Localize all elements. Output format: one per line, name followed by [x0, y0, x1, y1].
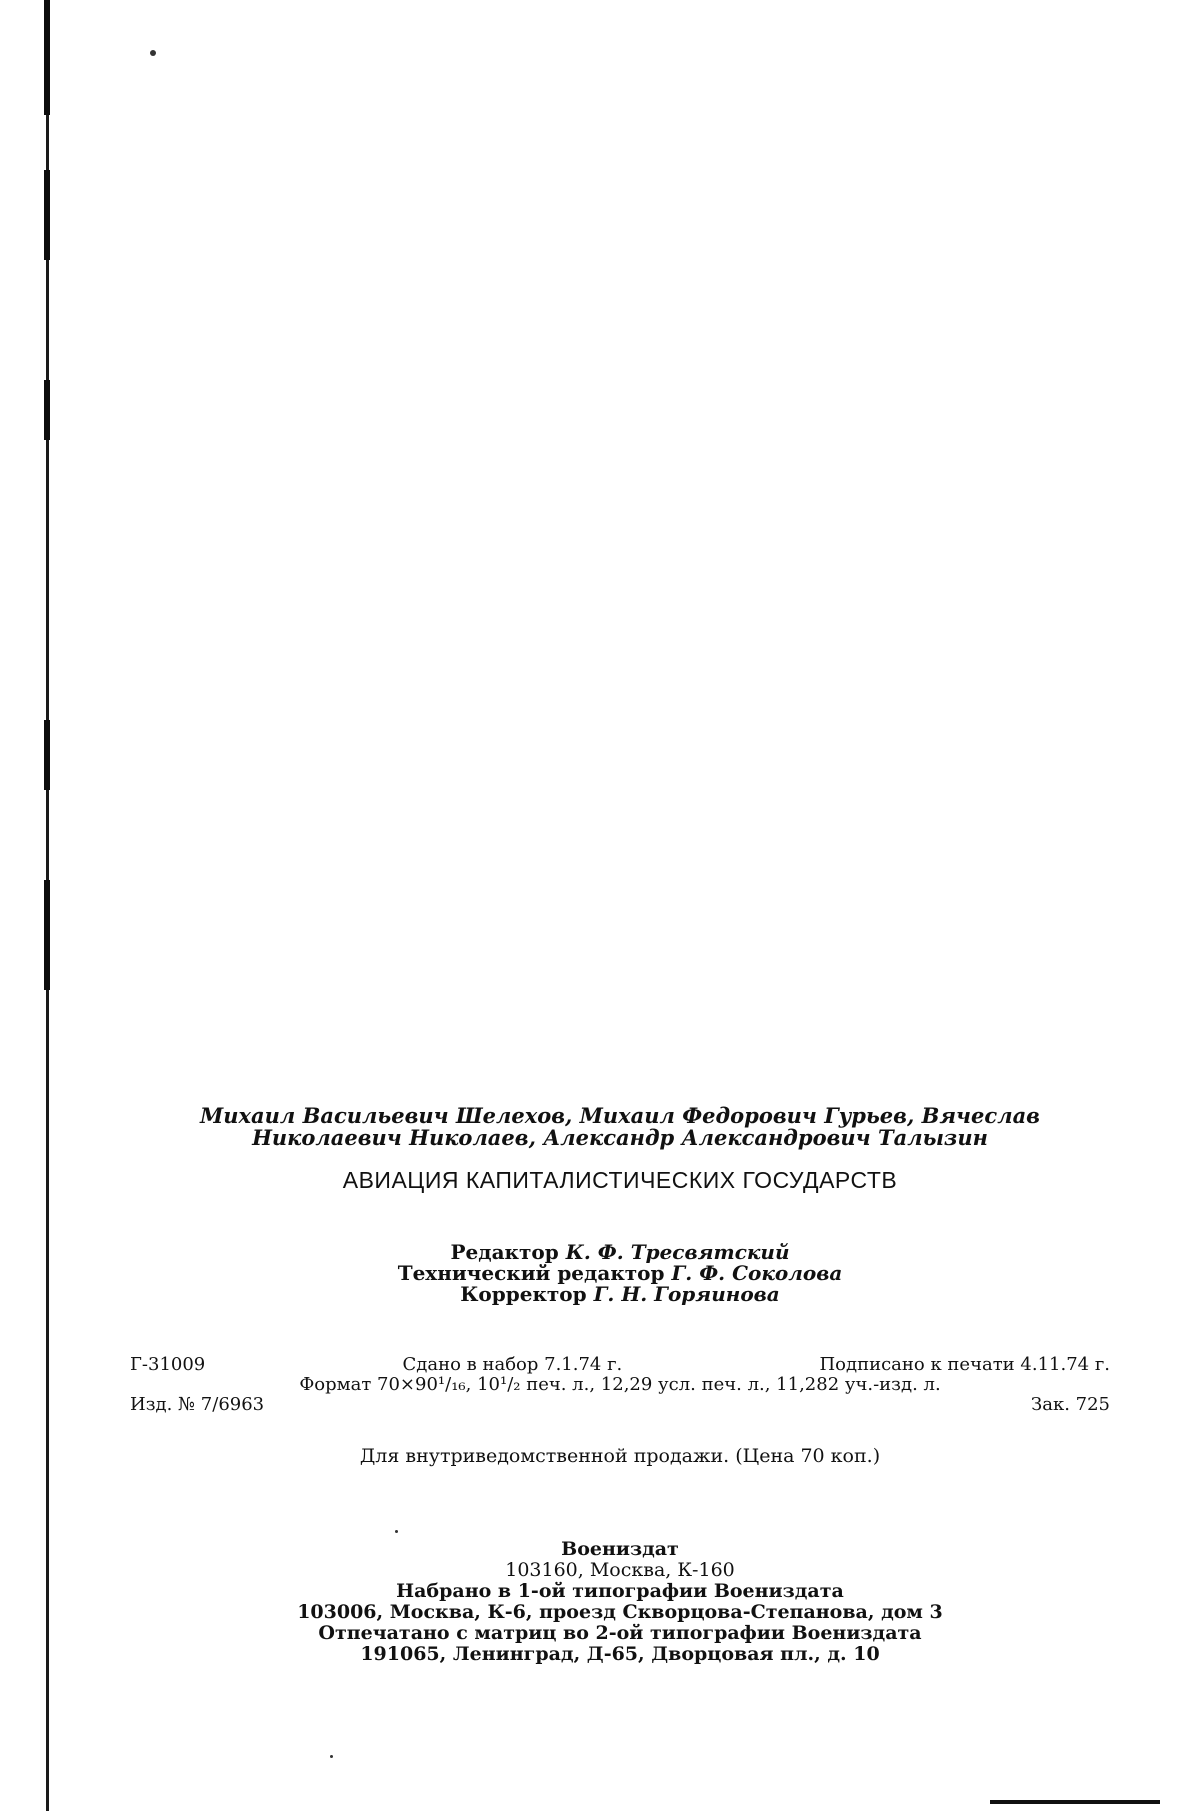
book-title: АВИАЦИЯ КАПИТАЛИСТИЧЕСКИХ ГОСУДАРСТВ: [342, 1167, 898, 1193]
scan-dust: [330, 1755, 333, 1758]
credits: [130, 1242, 1110, 1305]
print-code: Г-31009: [130, 1354, 206, 1375]
credit-role: Технический редактор: [397, 1261, 665, 1285]
edition-number: Изд. № 7/6963: [130, 1394, 265, 1415]
printed-note: Отпечатано с матриц во 2-ой типографии Воениздата: [318, 1622, 922, 1644]
credit-editor: [130, 1242, 1110, 1263]
credit-name: К. Ф. Тресвятский: [565, 1240, 790, 1264]
credit-name: Г. Н. Горяинова: [593, 1282, 780, 1306]
authors-line-2: Николаевич Николаев, Александр Александрович Талызин: [252, 1125, 988, 1150]
print-row-dates: [130, 1355, 1110, 1375]
typeset-note: Набрано в 1-ой типографии Воениздата: [396, 1580, 844, 1602]
typeset-address: 103006, Москва, К-6, проезд Скворцова-Степанова, дом 3: [297, 1601, 943, 1623]
publisher-name: Воениздат: [561, 1538, 679, 1560]
colophon: [130, 1105, 1110, 1665]
credit-role: Корректор: [460, 1282, 587, 1306]
print-info: [130, 1355, 1110, 1415]
credit-tech-editor: [130, 1263, 1110, 1284]
scan-edge-mark: [44, 380, 50, 440]
scan-edge-mark: [44, 880, 50, 990]
price-line: Для внутриведомственной продажи. (Цена 70 коп.): [359, 1445, 881, 1467]
printed-address: 191065, Ленинград, Д-65, Дворцовая пл., д. 10: [360, 1643, 880, 1665]
order-number: Зак. 725: [1031, 1394, 1110, 1415]
publisher-block: [130, 1539, 1110, 1665]
authors: [130, 1105, 1110, 1149]
sent-to-set: Сдано в набор 7.1.74 г.: [402, 1354, 623, 1375]
authors-line-1: Михаил Васильевич Шелехов, Михаил Федорович Гурьев, Вячеслав: [200, 1103, 1040, 1128]
credit-proofreader: [130, 1284, 1110, 1305]
scan-edge-mark: [44, 0, 50, 115]
publisher-address: 103160, Москва, К-160: [505, 1559, 735, 1581]
print-row-format: [130, 1375, 1110, 1395]
credit-role: Редактор: [450, 1240, 559, 1264]
print-row-edition: [130, 1395, 1110, 1415]
scan-dust: [150, 50, 156, 56]
signed-to-print: Подписано к печати 4.11.74 г.: [819, 1354, 1110, 1375]
scan-edge-mark: [44, 720, 50, 790]
credit-name: Г. Ф. Соколова: [671, 1261, 843, 1285]
bottom-rule: [990, 1800, 1160, 1804]
scan-edge-mark: [44, 170, 50, 260]
print-format: Формат 70×90¹/₁₆, 10¹/₂ печ. л., 12,29 усл. печ. л., 11,282 уч.-изд. л.: [299, 1374, 941, 1395]
